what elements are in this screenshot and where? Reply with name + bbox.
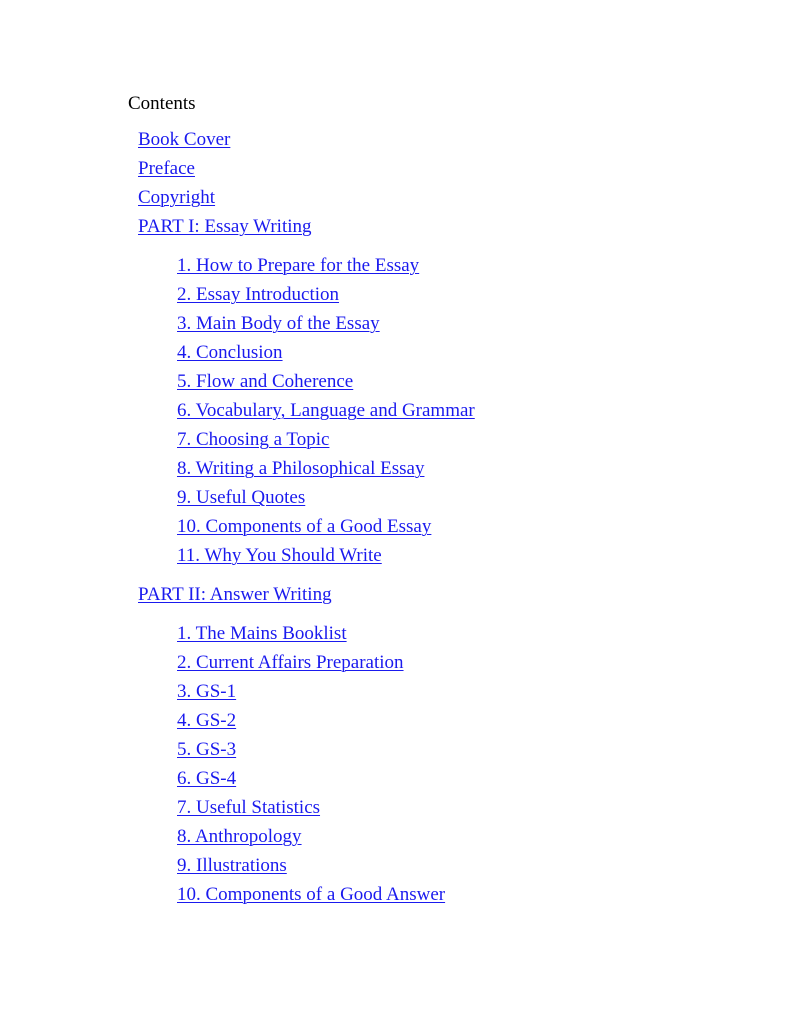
toc-link-part-1[interactable]: PART I: Essay Writing <box>138 216 312 237</box>
toc-link-part1-chapter-4[interactable]: 4. Conclusion <box>177 342 283 363</box>
toc-link-part1-chapter-11[interactable]: 11. Why You Should Write <box>177 545 382 566</box>
toc-link-part2-chapter-9[interactable]: 9. Illustrations <box>177 855 287 876</box>
toc-link-part2-chapter-6[interactable]: 6. GS-4 <box>177 768 237 789</box>
toc-link-part2-chapter-8[interactable]: 8. Anthropology <box>177 826 302 847</box>
toc-link-part1-chapter-1[interactable]: 1. How to Prepare for the Essay <box>177 255 420 276</box>
toc-link-part1-chapter-8[interactable]: 8. Writing a Philosophical Essay <box>177 458 425 479</box>
toc-link-preface[interactable]: Preface <box>138 158 195 179</box>
contents-heading: Contents <box>128 93 196 114</box>
toc-link-part2-chapter-4[interactable]: 4. GS-2 <box>177 710 237 731</box>
toc-link-part2-chapter-7[interactable]: 7. Useful Statistics <box>177 797 321 818</box>
toc-link-part2-chapter-2[interactable]: 2. Current Affairs Preparation <box>177 652 404 673</box>
toc-link-part2-chapter-5[interactable]: 5. GS-3 <box>177 739 237 760</box>
toc-link-part1-chapter-3[interactable]: 3. Main Body of the Essay <box>177 313 380 334</box>
toc-link-copyright[interactable]: Copyright <box>138 187 216 208</box>
toc-link-part-2[interactable]: PART II: Answer Writing <box>138 584 332 605</box>
toc-link-part2-chapter-1[interactable]: 1. The Mains Booklist <box>177 623 347 644</box>
toc-link-book-cover[interactable]: Book Cover <box>138 129 231 150</box>
toc-link-part1-chapter-2[interactable]: 2. Essay Introduction <box>177 284 340 305</box>
toc-link-part2-chapter-3[interactable]: 3. GS-1 <box>177 681 237 702</box>
toc-link-part1-chapter-7[interactable]: 7. Choosing a Topic <box>177 429 330 450</box>
toc-link-part1-chapter-6[interactable]: 6. Vocabulary, Language and Grammar <box>177 400 475 421</box>
toc-link-part2-chapter-10[interactable]: 10. Components of a Good Answer <box>177 884 446 905</box>
toc-link-part1-chapter-5[interactable]: 5. Flow and Coherence <box>177 371 354 392</box>
toc-link-part1-chapter-9[interactable]: 9. Useful Quotes <box>177 487 306 508</box>
toc-link-part1-chapter-10[interactable]: 10. Components of a Good Essay <box>177 516 432 537</box>
